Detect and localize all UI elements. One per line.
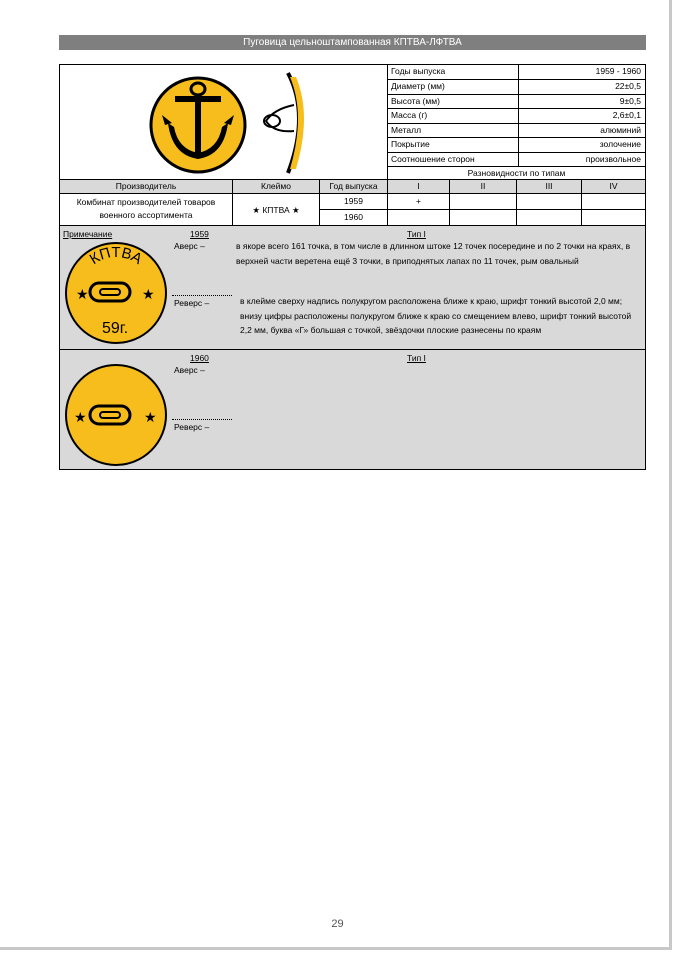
reverse-bottom-text: 59г. — [102, 320, 129, 337]
section-1959-type: Тип I — [407, 229, 426, 239]
spec-label-height: Высота (мм) — [388, 94, 518, 108]
cell-1959-type-2 — [449, 193, 516, 209]
header-type-3: III — [516, 179, 581, 193]
spec-value-years: 1959 - 1960 — [518, 65, 646, 79]
button-profile-image — [264, 73, 304, 173]
cell-1960-type-4 — [581, 209, 645, 225]
section-1959-avers-label: Аверс – — [174, 241, 205, 251]
spec-value-diameter: 22±0,5 — [518, 79, 646, 94]
spec-value-mass: 2,6±0,1 — [518, 108, 646, 123]
section-1960-avers-label: Аверс – — [174, 365, 205, 375]
star-icon: ★ — [76, 287, 89, 303]
catalog-table — [59, 64, 646, 470]
star-icon: ★ — [74, 410, 87, 426]
anchor-button-image — [60, 65, 387, 179]
spec-label-years: Годы выпуска — [391, 66, 446, 76]
cell-1959-type-3 — [516, 193, 581, 209]
spec-label-diameter: Диаметр (мм) — [388, 79, 518, 94]
maker-name: Комбинат производителей товаров военного ассортимента — [60, 193, 232, 225]
spec-value-ratio: произвольное — [518, 152, 646, 166]
header-mark: Клеймо — [232, 179, 319, 193]
maker-mark: ★ КПТВА ★ — [232, 193, 319, 225]
cell-1960-type-1 — [387, 209, 449, 225]
year-1960: 1960 — [319, 209, 387, 225]
reverse-1960-image — [62, 361, 170, 469]
spec-value-coating: золочение — [518, 137, 646, 152]
cell-1959-type-1: + — [387, 193, 449, 209]
spec-label-ratio: Соотношение сторон — [388, 152, 518, 166]
spec-label-mass: Масса (г) — [388, 108, 518, 123]
page-title: Пуговица цельноштампованная КПТВА-ЛФТВА — [59, 35, 646, 50]
section-1959-year: 1959 — [190, 229, 209, 239]
cell-1959-type-4 — [581, 193, 645, 209]
reverse-1959-image — [62, 239, 170, 347]
note-label: Примечание — [63, 229, 113, 239]
spec-value-height: 9±0,5 — [518, 94, 646, 108]
header-type-1: I — [387, 179, 449, 193]
section-1959-revers-text: в клейме сверху надпись полукругом расположена ближе к краю, шрифт тонкий высотой 2,0 мм; внизу цифры расположены полукругом ближе к краю со смещением влево, шрифт тонкий высотой 2,2 мм, буква «Г» большая с точкой, звёздочки плоские разнесены по краям — [240, 296, 632, 335]
header-maker: Производитель — [60, 179, 232, 193]
section-1960-revers-label: Реверс – — [174, 422, 210, 432]
section-1960-year: 1960 — [190, 353, 209, 363]
variants-header: Разновидности по типам — [387, 166, 645, 179]
cell-1960-type-3 — [516, 209, 581, 225]
specs-table — [387, 65, 645, 166]
star-icon: ★ — [144, 410, 157, 426]
header-type-2: II — [449, 179, 516, 193]
button-photo-area — [60, 65, 387, 179]
header-type-4: IV — [581, 179, 645, 193]
spec-value-metal: алюминий — [518, 123, 646, 137]
reverse-top-text: КПТВА — [86, 244, 146, 268]
section-1960 — [60, 349, 645, 469]
star-icon: ★ — [142, 287, 155, 303]
section-1959-avers-text: в якоре всего 161 точка, в том числе в длинном штоке 12 точек посередине и по 2 точки на краях, в верхней части веретена ещё 3 точки, в приподнятых лапах по 11 точек, рым овальный — [236, 241, 631, 266]
spec-label-coating: Покрытие — [388, 137, 518, 152]
cell-1960-type-2 — [449, 209, 516, 225]
year-1959: 1959 — [319, 193, 387, 209]
section-1960-type: Тип I — [407, 353, 426, 363]
header-year: Год выпуска — [319, 179, 387, 193]
section-1959-revers-label: Реверс – — [174, 298, 210, 308]
section-1959 — [60, 225, 645, 349]
spec-label-metal: Металл — [388, 123, 518, 137]
page-number: 29 — [331, 918, 344, 930]
